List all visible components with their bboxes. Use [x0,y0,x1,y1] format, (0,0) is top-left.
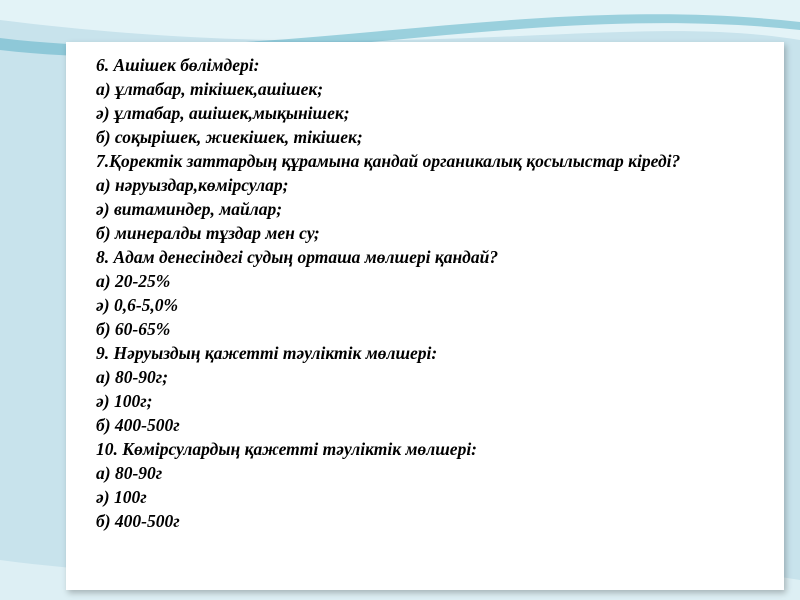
answer-10ae: ә) 100г [96,487,147,507]
answer-7a: а) нәруыздар,көмірсулар; [96,175,289,195]
question-8-heading: 8. Адам денесіндегі судың орташа мөлшері қандай? [96,247,499,267]
answer-10b: б) 400-500г [96,511,180,531]
question-6-heading: 6. Ашішек бөлімдері: [96,55,260,75]
answer-8a: а) 20-25% [96,271,171,291]
answer-9a: а) 80-90г; [96,367,169,387]
quiz-text [96,53,766,533]
answer-6ae: ә) ұлтабар, ашішек,мықынішек; [96,103,350,123]
question-7-heading: 7.Қоректік заттардың құрамына қандай органикалық қосылыстар кіреді? [96,151,681,171]
answer-9b: б) 400-500г [96,415,180,435]
question-9-heading: 9. Нәруыздың қажетті тәуліктік мөлшері: [96,343,438,363]
answer-7b: б) минералды тұздар мен су; [96,223,320,243]
answer-9ae: ә) 100г; [96,391,153,411]
answer-8ae: ә) 0,6-5,0% [96,295,179,315]
answer-6b: б) соқырішек, жиекішек, тікішек; [96,127,363,147]
answer-7ae: ә) витаминдер, майлар; [96,199,283,219]
answer-6a: а) ұлтабар, тікішек,ашішек; [96,79,324,99]
answer-10a: а) 80-90г [96,463,163,483]
answer-8b: б) 60-65% [96,319,171,339]
question-10-heading: 10. Көмірсулардың қажетті тәуліктік мөлшері: [96,439,478,459]
